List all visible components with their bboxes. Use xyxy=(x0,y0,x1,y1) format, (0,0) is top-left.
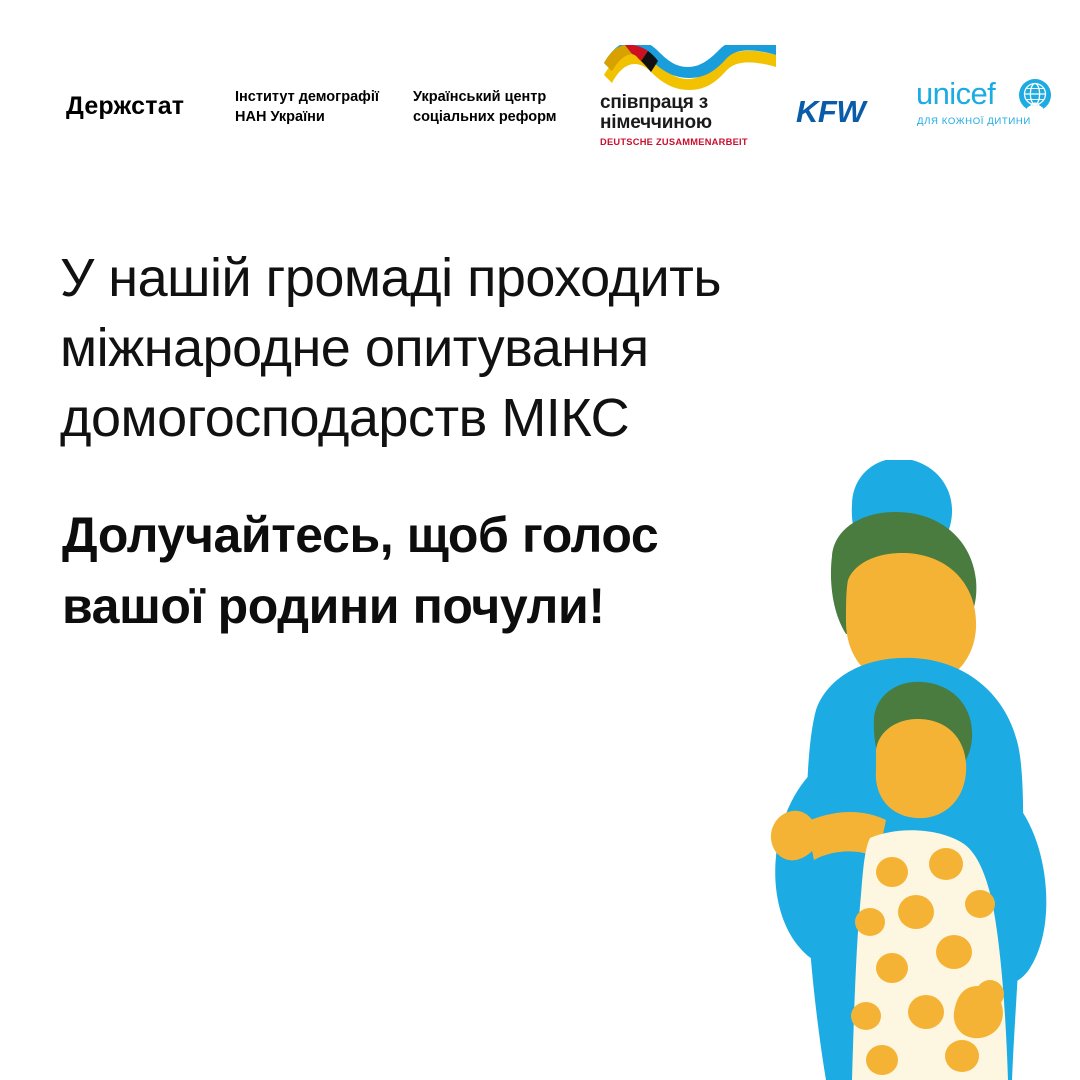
mother-and-child-illustration xyxy=(620,460,1080,1080)
logo-ukrainian-centre-social-reforms xyxy=(413,88,578,127)
headline-text: У нашій громаді проходить міжнародне опитування домогосподарств МІКС xyxy=(60,248,722,449)
logo-institute-of-demography xyxy=(235,88,410,127)
unicef-globe-icon xyxy=(1018,78,1052,112)
subheadline-text: Долучайтесь, щоб голос вашої родини почули! xyxy=(62,507,659,634)
logo-ucsr-line1: Український центр xyxy=(413,89,547,105)
logo-derzhstat: Держстат xyxy=(66,92,185,120)
child-face-shape xyxy=(876,719,966,818)
unicef-wordmark: unicef xyxy=(916,76,996,111)
logo-german-cooperation xyxy=(596,45,786,150)
german-logo-line1: співпраця з xyxy=(600,92,708,113)
logo-kfw: KFW xyxy=(796,94,866,129)
logo-idss-line1: Інститут демографії xyxy=(235,89,379,105)
german-logo-subtitle: DEUTSCHE ZUSAMMENARBEIT xyxy=(600,137,748,147)
german-ukrainian-flag-icon xyxy=(596,45,786,93)
partner-logo-bar xyxy=(0,0,1080,170)
logo-unicef xyxy=(916,78,1056,130)
logo-idss-line2: НАН України xyxy=(235,108,325,125)
german-logo-text xyxy=(600,93,750,133)
logo-ucsr-line2: соціальних реформ xyxy=(413,108,557,125)
german-logo-line2: німеччиною xyxy=(600,112,712,134)
unicef-tagline: ДЛЯ КОЖНОЇ ДИТИНИ xyxy=(917,116,1031,127)
